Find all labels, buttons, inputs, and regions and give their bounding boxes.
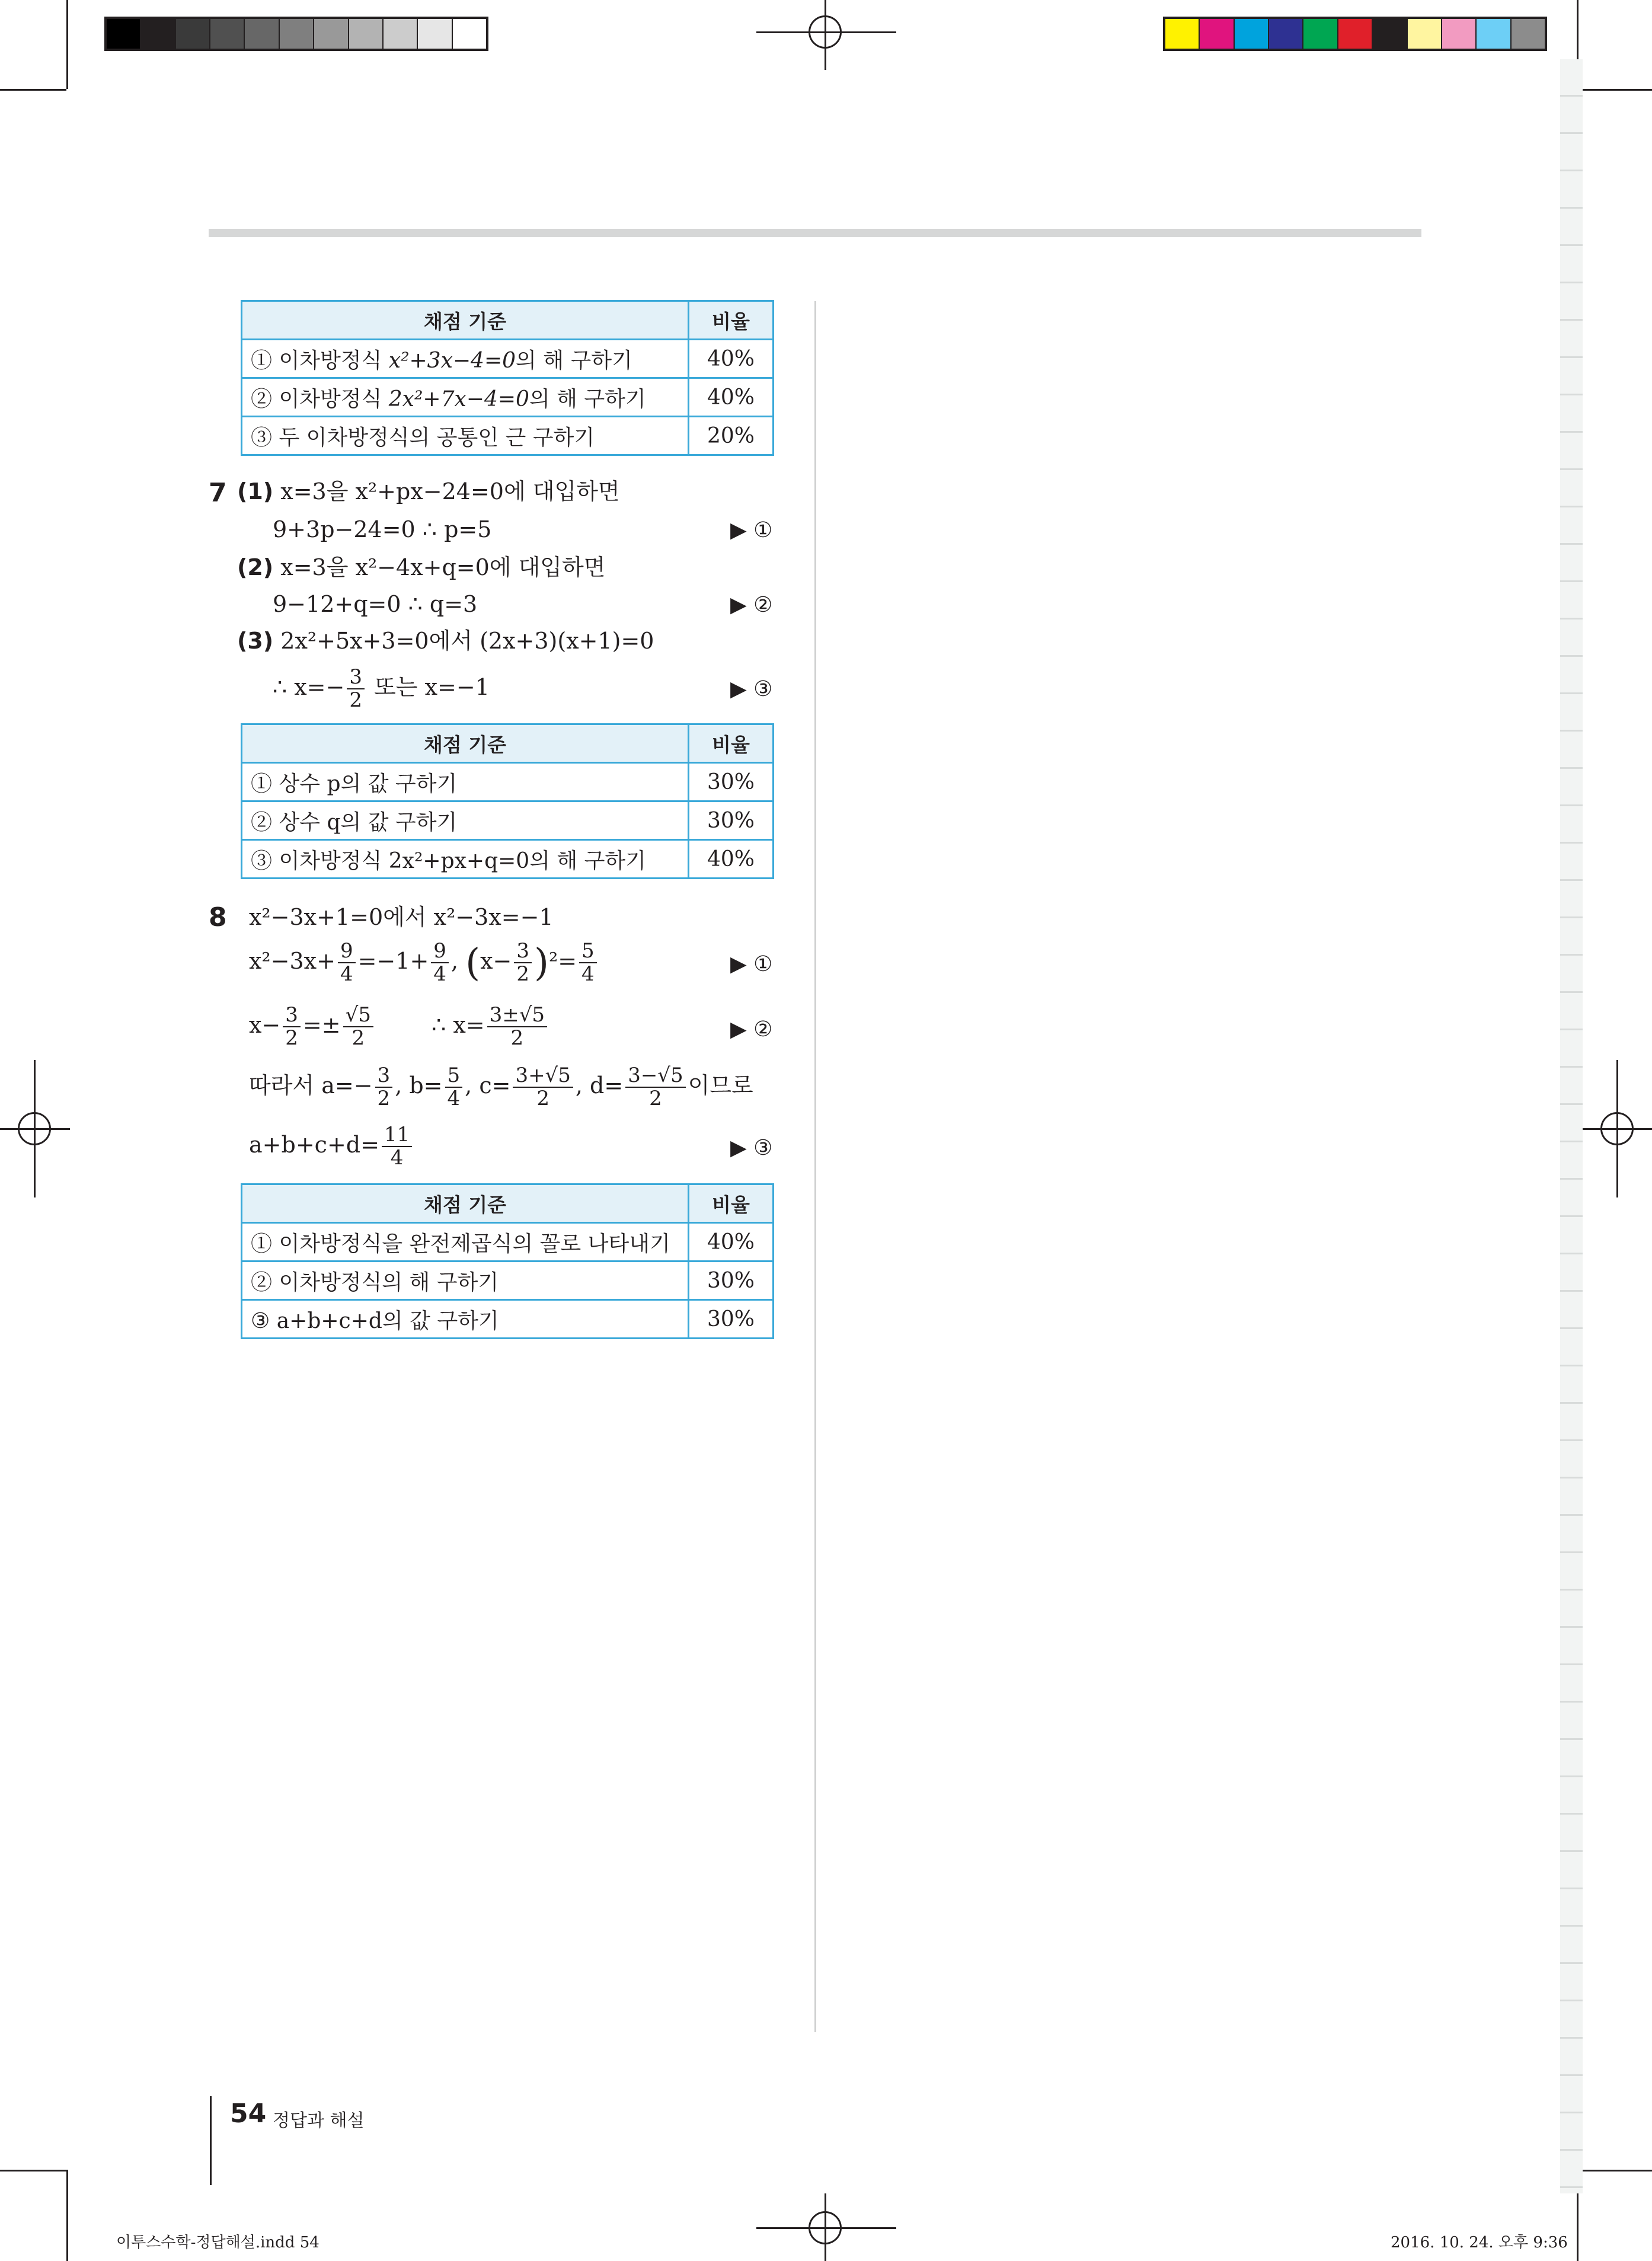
- page-number: 54: [230, 2099, 267, 2129]
- rate-cell: 40%: [689, 1223, 774, 1262]
- color-swatch-bar: [1163, 17, 1547, 51]
- registration-mark-line: [825, 2193, 826, 2261]
- fraction: $\frac{3}{2}$: [283, 1004, 301, 1050]
- step-marker: ▶ ①: [730, 518, 773, 542]
- part-3-line-2: ∴ x=− $\frac{3}{2}$ 또는 x=−1: [273, 665, 490, 713]
- part-2-line-1: (2) x=3을 x²−4x+q=0에 대입하면: [237, 554, 606, 580]
- color-swatch: [280, 19, 314, 49]
- rate-cell: 40%: [689, 378, 774, 417]
- color-swatch: [1165, 19, 1200, 49]
- section-title: 정답과 해설: [273, 2110, 365, 2131]
- registration-mark-line: [1616, 1060, 1618, 1197]
- color-swatch: [1477, 19, 1511, 49]
- part-3-line-1: (3) 2x²+5x+3=0에서 (2x+3)(x+1)=0: [237, 628, 654, 654]
- fraction: $\frac{5}{4}$: [579, 940, 597, 986]
- color-swatch: [1235, 19, 1269, 49]
- footer-divider: [210, 2096, 212, 2185]
- fraction: $\frac{9}{4}$: [338, 940, 356, 986]
- step-marker: ▶ ③: [730, 1136, 773, 1160]
- solution-line-3: x− $\frac{3}{2}$ =± $\frac{√5}{2}$ ∴ x= $\frac{3\pm√5}{2}$: [249, 1004, 549, 1050]
- criteria-header: 채점 기준: [242, 1184, 689, 1223]
- step-marker: ▶ ②: [730, 1017, 773, 1042]
- color-swatch: [453, 19, 486, 49]
- crop-mark: [66, 0, 68, 89]
- page-edge-strip: [1560, 59, 1583, 2193]
- color-swatch: [418, 19, 452, 49]
- grading-table-1: [241, 300, 774, 456]
- color-swatch: [1373, 19, 1407, 49]
- fraction: $\frac{3}{2}$: [375, 1065, 393, 1110]
- color-swatch: [210, 19, 245, 49]
- table-row: [242, 840, 774, 879]
- table-row: [242, 801, 774, 840]
- table-row: [242, 1223, 774, 1262]
- rate-cell: 30%: [689, 1262, 774, 1300]
- rate-header: 비율: [689, 1184, 774, 1223]
- rate-header: 비율: [689, 724, 774, 763]
- registration-mark-line: [756, 2227, 896, 2229]
- color-swatch: [1269, 19, 1303, 49]
- criteria-cell: ② 상수 q의 값 구하기: [242, 801, 689, 840]
- table-row: [242, 378, 774, 417]
- table-row: [242, 1300, 774, 1339]
- table-row: [242, 763, 774, 801]
- table-row: [242, 1262, 774, 1300]
- solution-line-4: 따라서 a=− $\frac{3}{2}$ , b= $\frac{5}{4}$ , c= $\frac{3+√5}{2}$ , d= $\frac{3-√5}{2}$ 이므로: [249, 1064, 753, 1111]
- registration-mark-line: [34, 1060, 36, 1197]
- color-swatch: [107, 19, 141, 49]
- fraction: $\frac{√5}{2}$: [343, 1004, 373, 1050]
- grayscale-swatch-bar: [104, 17, 488, 51]
- rate-header: 비율: [689, 301, 774, 340]
- rate-cell: 20%: [689, 417, 774, 455]
- crop-mark: [1577, 2170, 1652, 2171]
- fraction: $\frac{11}{4}$: [382, 1124, 412, 1170]
- criteria-header: 채점 기준: [242, 724, 689, 763]
- part-1-line-1: (1) x=3을 x²+px−24=0에 대입하면: [237, 478, 620, 504]
- solution-line-1: x²−3x+1=0에서 x²−3x=−1: [249, 904, 554, 930]
- problem-number: 8: [209, 902, 227, 932]
- criteria-cell: ① 상수 p의 값 구하기: [242, 763, 689, 801]
- criteria-cell: ③ 이차방정식 2x²+px+q=0의 해 구하기: [242, 840, 689, 879]
- grading-table-2: [241, 723, 774, 879]
- criteria-header: 채점 기준: [242, 301, 689, 340]
- step-marker: ▶ ②: [730, 593, 773, 617]
- color-swatch: [176, 19, 210, 49]
- criteria-cell: ③ a+b+c+d의 값 구하기: [242, 1300, 689, 1339]
- solution-line-5: a+b+c+d= $\frac{11}{4}$: [249, 1124, 414, 1170]
- registration-mark-line: [825, 0, 826, 70]
- rate-cell: 30%: [689, 801, 774, 840]
- color-swatch: [314, 19, 349, 49]
- color-swatch: [141, 19, 175, 49]
- rate-cell: 40%: [689, 840, 774, 879]
- slug-filename: 이투스수학-정답해설.indd 54: [116, 2234, 319, 2252]
- fraction: $\frac{3+√5}{2}$: [513, 1065, 573, 1110]
- rate-cell: 30%: [689, 1300, 774, 1339]
- column-divider: [814, 301, 816, 2032]
- problem-number: 7: [209, 478, 227, 508]
- fraction: $\frac{3\pm√5}{2}$: [487, 1004, 547, 1050]
- fraction: $\frac{3}{2}$: [347, 666, 365, 712]
- fraction: $\frac{5}{4}$: [445, 1065, 463, 1110]
- registration-mark-line: [756, 31, 896, 33]
- color-swatch: [384, 19, 418, 49]
- solution-line-2: x²−3x+ $\frac{9}{4}$ =−1+ $\frac{9}{4}$ , (x− $\frac{3}{2}$ )²= $\frac{5}{4}$: [249, 940, 599, 986]
- fraction: $\frac{3}{2}$: [514, 940, 532, 986]
- header-rule: [209, 229, 1421, 237]
- part-2-line-2: 9−12+q=0 ∴ q=3: [273, 591, 478, 617]
- criteria-cell: ① 이차방정식 x²+3x−4=0의 해 구하기: [242, 340, 689, 378]
- criteria-cell: ② 이차방정식 2x²+7x−4=0의 해 구하기: [242, 378, 689, 417]
- color-swatch: [245, 19, 279, 49]
- color-swatch: [1303, 19, 1338, 49]
- step-marker: ▶ ①: [730, 952, 773, 976]
- rate-cell: 40%: [689, 340, 774, 378]
- crop-mark: [0, 89, 66, 91]
- color-swatch: [1442, 19, 1477, 49]
- criteria-cell: ③ 두 이차방정식의 공통인 근 구하기: [242, 417, 689, 455]
- criteria-cell: ② 이차방정식의 해 구하기: [242, 1262, 689, 1300]
- color-swatch: [1200, 19, 1234, 49]
- color-swatch: [1408, 19, 1442, 49]
- part-1-line-2: 9+3p−24=0 ∴ p=5: [273, 516, 492, 542]
- color-swatch: [1338, 19, 1373, 49]
- crop-mark: [66, 2170, 68, 2261]
- color-swatch: [1512, 19, 1545, 49]
- crop-mark: [1577, 89, 1652, 91]
- criteria-cell: ① 이차방정식을 완전제곱식의 꼴로 나타내기: [242, 1223, 689, 1262]
- step-marker: ▶ ③: [730, 677, 773, 701]
- slug-timestamp: 2016. 10. 24. 오후 9:36: [1391, 2234, 1568, 2252]
- rate-cell: 30%: [689, 763, 774, 801]
- table-row: [242, 340, 774, 378]
- table-row: [242, 417, 774, 455]
- crop-mark: [0, 2170, 66, 2171]
- color-swatch: [349, 19, 384, 49]
- grading-table-3: [241, 1183, 774, 1339]
- fraction: $\frac{3-√5}{2}$: [625, 1065, 685, 1110]
- fraction: $\frac{9}{4}$: [431, 940, 449, 986]
